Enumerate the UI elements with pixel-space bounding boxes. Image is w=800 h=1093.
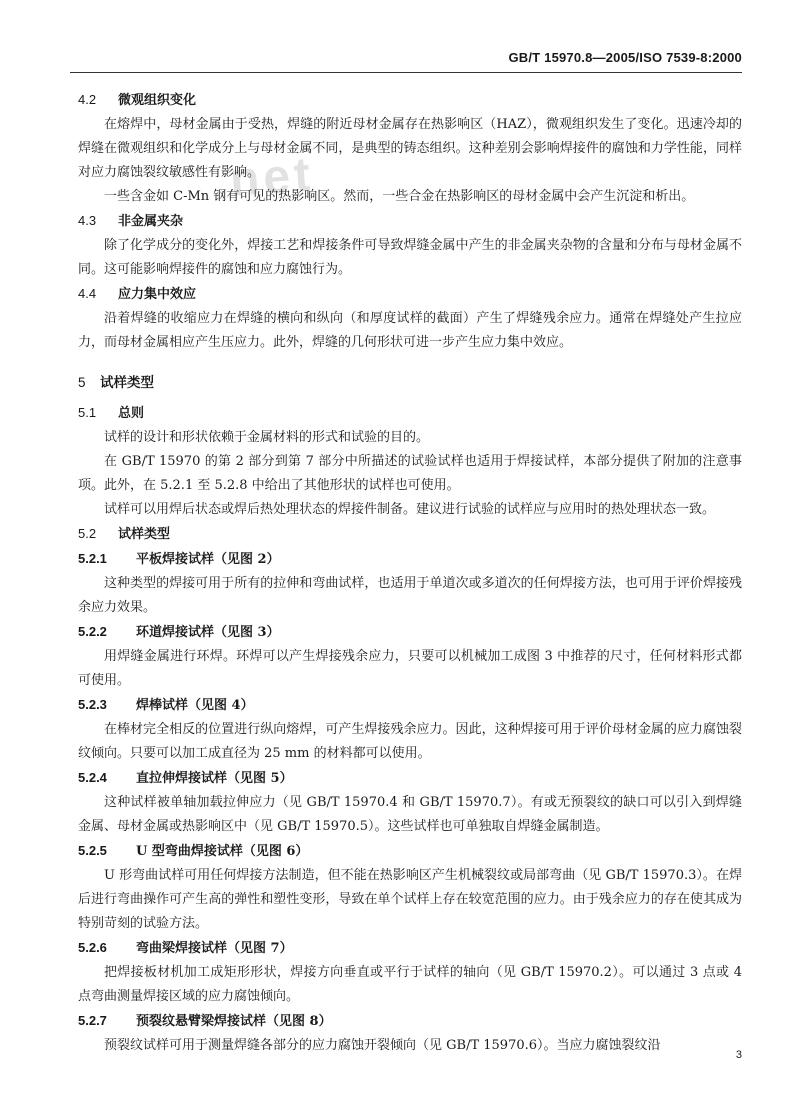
section-title: 试样类型: [118, 527, 171, 542]
section-heading: [78, 522, 742, 547]
section-number: 5.2.7: [78, 1013, 107, 1028]
section-title: 试样类型: [100, 375, 154, 391]
section-number: 5.2.4: [78, 770, 107, 785]
section-number: 5: [78, 375, 86, 390]
body-paragraph: 试样的设计和形状依赖于金属材料的形式和试验的目的。: [104, 430, 430, 445]
section-title: 焊棒试样（见图 4）: [136, 698, 254, 713]
body-paragraph: 在熔焊中，母材金属由于受热，焊缝的附近母材金属存在热影响区（HAZ），微观组织发生了变化。迅速冷却的焊缝在微观组织和化学成分上与母材金属不同，是典型的铸态组织。这种差别会影响焊接件的腐蚀和力学性能，同样对应力腐蚀裂纹敏感性有影响。: [78, 117, 742, 180]
section-title: 预裂纹悬臂梁焊接试样（见图 8）: [136, 1014, 332, 1029]
body-paragraph: 把焊接板材机加工成矩形形状，焊接方向垂直或平行于试样的轴向（见 GB/T 15970.2）。可以通过 3 点或 4 点弯曲测量焊接区域的应力腐蚀倾向。: [78, 965, 742, 1004]
watermark: net: [228, 148, 316, 207]
section-number: 5.2.2: [78, 624, 107, 639]
body-paragraph: 用焊缝金属进行环焊。环焊可以产生焊接残余应力，只要可以机械加工成图 3 中推荐的尺寸，任何材料形式都可使用。: [78, 649, 742, 688]
section-heading: [78, 936, 742, 961]
section-number: 4.2: [78, 92, 97, 107]
section-title: 平板焊接试样（见图 2）: [136, 552, 280, 567]
section-number: 5.1: [78, 405, 97, 420]
body-paragraph: 在棒材完全相反的位置进行纵向熔焊，可产生焊接残余应力。因此，这种焊接可用于评价母材金属的应力腐蚀裂纹倾向。只要可以加工成直径为 25 mm 的材料都可以使用。: [78, 722, 742, 761]
body-paragraph: 这种类型的焊接可用于所有的拉伸和弯曲试样，也适用于单道次或多道次的任何焊接方法，也可用于评价焊接残余应力效果。: [78, 576, 742, 615]
document-body: [78, 88, 742, 1058]
body-paragraph: U 形弯曲试样可用任何焊接方法制造，但不能在热影响区产生机械裂纹或局部弯曲（见 GB/T 15970.3）。在焊后进行弯曲操作可产生高的弹性和塑性变形，导致在单个试样上存在较宽范围的应力。由于残余应力的存在使其成为特别苛刻的试验方法。: [78, 868, 742, 931]
section-heading: [78, 1009, 742, 1034]
section-number: 5.2.5: [78, 843, 107, 858]
section-heading: [78, 766, 742, 791]
section-title: U 型弯曲焊接试样（见图 6）: [136, 844, 309, 859]
section-heading: [78, 209, 742, 234]
section-title: 直拉伸焊接试样（见图 5）: [136, 771, 293, 786]
body-paragraph: 沿着焊缝的收缩应力在焊缝的横向和纵向（和厚度试样的截面）产生了焊缝残余应力。通常在焊缝处产生拉应力，而母材金属相应产生压应力。此外，焊缝的几何形状可进一步产生应力集中效应。: [78, 311, 742, 350]
section-number: 5.2: [78, 526, 97, 541]
section-heading: [78, 693, 742, 718]
section-heading: [78, 620, 742, 645]
section-number: 4.4: [78, 286, 97, 301]
section-heading: [78, 547, 742, 572]
section-number: 4.3: [78, 213, 97, 228]
section-heading: [78, 282, 742, 307]
section-number: 5.2.3: [78, 697, 107, 712]
section-number: 5.2.1: [78, 551, 107, 566]
section-title: 非金属夹杂: [118, 214, 184, 229]
section-title: 环道焊接试样（见图 3）: [136, 625, 280, 640]
section-heading: [78, 839, 742, 864]
section-title: 弯曲梁焊接试样（见图 7）: [136, 941, 293, 956]
body-paragraph: 预裂纹试样可用于测量焊缝各部分的应力腐蚀开裂倾向（见 GB/T 15970.6）。当应力腐蚀裂纹沿: [104, 1038, 661, 1053]
body-paragraph: 一些含金如 C-Mn 钢有可见的热影响区。然而，一些合金在热影响区的母材金属中会产生沉淀和析出。: [104, 189, 695, 204]
section-title: 微观组织变化: [118, 93, 197, 108]
header-rule: [70, 72, 742, 73]
section-heading: [78, 88, 742, 113]
body-paragraph: 试样可以用焊后状态或焊后热处理状态的焊接件制备。建议进行试验的试样应与应用时的热处理状态一致。: [104, 502, 716, 517]
section-number: 5.2.6: [78, 940, 107, 955]
body-paragraph: 在 GB/T 15970 的第 2 部分到第 7 部分中所描述的试验试样也适用于焊接试样，本部分提供了附加的注意事项。此外，在 5.2.1 至 5.2.8 中给出了其他形状的试样也可使用。: [78, 454, 742, 493]
body-paragraph: 这种试样被单轴加载拉伸应力（见 GB/T 15970.4 和 GB/T 15970.7）。有或无预裂纹的缺口可以引入到焊缝金属、母材金属或热影响区中（见 GB/T 15970.5）。这些试样也可单独取自焊缝金属制造。: [78, 795, 742, 834]
section-title: 应力集中效应: [118, 287, 197, 302]
page-number: 3: [735, 1049, 742, 1061]
body-paragraph: 除了化学成分的变化外，焊接工艺和焊接条件可导致焊缝金属中产生的非金属夹杂物的含量和分布与母材金属不同。这可能影响焊接件的腐蚀和应力腐蚀行为。: [78, 238, 742, 277]
section-heading: [78, 401, 742, 426]
standard-number-header: GB/T 15970.8—2005/ISO 7539-8:2000: [508, 50, 742, 65]
section-heading: [78, 371, 742, 395]
section-title: 总则: [118, 406, 145, 421]
